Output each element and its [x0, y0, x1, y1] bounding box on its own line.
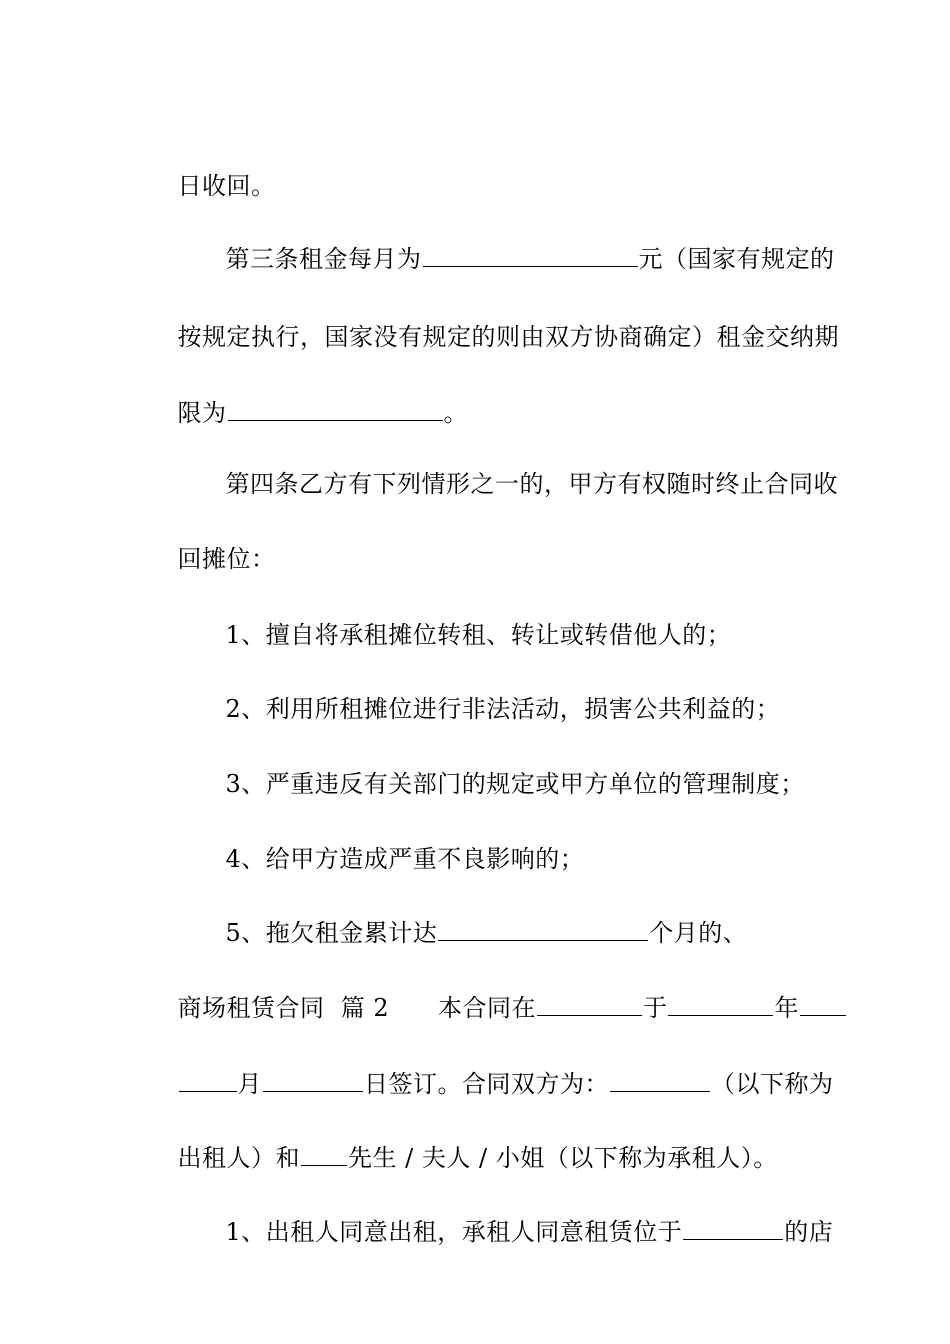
paragraph-line	[145, 1107, 845, 1172]
fill-in-blank[interactable]	[438, 916, 648, 941]
line-text: 5、拖欠租金累计达	[225, 919, 438, 947]
line-text: 出租人）和	[177, 1144, 301, 1172]
line-text: 日签订。合同双方为：	[364, 1070, 610, 1098]
line-text: 4、给甲方造成严重不良影响的；	[225, 845, 585, 873]
line-text: 1、出租人同意出租，承租人同意租赁位于	[225, 1218, 683, 1246]
paragraph-line	[145, 362, 845, 427]
fill-in-blank[interactable]	[668, 991, 773, 1016]
fill-in-blank[interactable]	[423, 242, 638, 267]
paragraph-line	[145, 1033, 845, 1098]
paragraph-line	[145, 508, 845, 573]
line-text: 的店	[784, 1218, 834, 1246]
paragraph-line	[193, 584, 893, 649]
line-text: 3、严重违反有关部门的规定或甲方单位的管理制度；	[225, 770, 805, 798]
paragraph-line	[193, 808, 893, 873]
paragraph-line	[193, 208, 893, 273]
line-text: 先生 / 夫人 / 小姐（以下称为承租人）。	[348, 1144, 778, 1172]
fill-in-blank[interactable]	[263, 1067, 363, 1092]
paragraph-line	[193, 658, 893, 723]
fill-in-blank[interactable]	[683, 1215, 783, 1240]
line-text: 个月的、	[649, 919, 748, 947]
paragraph-line	[145, 286, 845, 351]
paragraph-line	[193, 882, 893, 947]
line-text: 月	[237, 1070, 263, 1098]
fill-in-blank[interactable]	[800, 991, 846, 1016]
paragraph-line	[145, 957, 845, 1022]
line-text: 元（国家有规定的	[638, 245, 835, 273]
fill-in-blank[interactable]	[301, 1141, 347, 1166]
paragraph-line	[193, 433, 893, 498]
line-text: 于	[642, 994, 668, 1022]
line-text: 日收回。	[177, 172, 276, 200]
line-text: 1、擅自将承租摊位转租、转让或转借他人的；	[225, 621, 732, 649]
line-text: 限为	[177, 399, 227, 427]
paragraph-line	[193, 733, 893, 798]
line-text: 。	[443, 399, 469, 427]
paragraph-line	[193, 1181, 893, 1246]
fill-in-blank[interactable]	[537, 991, 642, 1016]
fill-in-blank[interactable]	[610, 1067, 710, 1092]
line-text: 第三条租金每月为	[225, 245, 422, 273]
line-text: 年	[774, 994, 799, 1022]
line-text: （以下称为	[711, 1070, 834, 1098]
fill-in-blank[interactable]	[228, 396, 443, 421]
line-text: 按规定执行，国家没有规定的则由双方协商确定）租金交纳期	[177, 323, 840, 351]
fill-in-blank[interactable]	[179, 1067, 237, 1092]
line-text: 商场租赁合同 篇 2 本合同在	[177, 994, 536, 1022]
line-text: 回摊位：	[177, 545, 276, 573]
line-text: 2、利用所租摊位进行非法活动，损害公共利益的；	[225, 695, 781, 723]
line-text: 第四条乙方有下列情形之一的，甲方有权随时终止合同收	[225, 470, 839, 498]
paragraph-line	[145, 135, 845, 200]
